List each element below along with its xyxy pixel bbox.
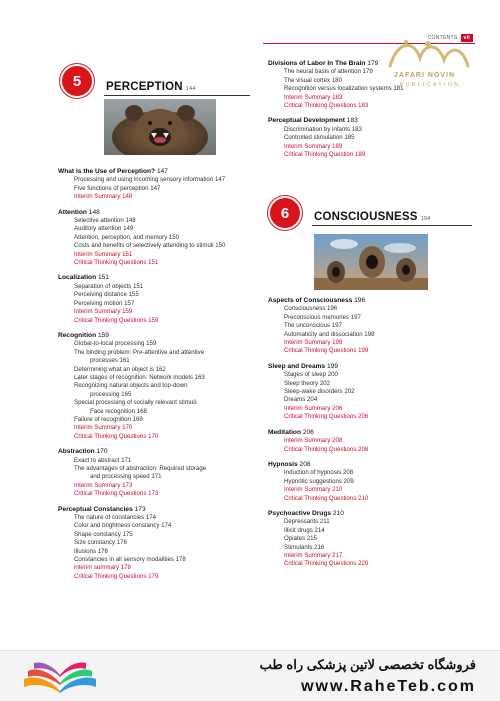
toc-section-page: 210 <box>332 509 344 517</box>
toc-entry[interactable] <box>268 388 478 396</box>
bear-photo-icon <box>104 99 216 155</box>
toc-entry[interactable] <box>58 416 258 424</box>
toc-entry[interactable] <box>58 548 258 556</box>
toc-entry-text: Recognizing natural objects and top-down <box>74 382 188 390</box>
toc-section-page: 199 <box>327 362 339 370</box>
toc-entry-text: Dreams <box>284 396 306 404</box>
toc-entry[interactable] <box>58 340 258 348</box>
toc-entry-text: processes <box>90 357 118 365</box>
toc-section-title-text: Attention <box>58 208 87 216</box>
toc-summary-entry[interactable] <box>58 259 258 267</box>
toc-section-page: 206 <box>302 428 314 436</box>
toc-entry[interactable] <box>58 349 258 357</box>
toc-entry-page: 174 <box>145 514 156 522</box>
toc-entry[interactable] <box>58 225 258 233</box>
toc-entry-page: 176 <box>116 539 127 547</box>
toc-section-page: 179 <box>367 60 379 67</box>
toc-section-page: 148 <box>88 208 100 216</box>
toc-entry-page: 159 <box>148 316 159 324</box>
toc-entry-page: 151 <box>122 250 133 258</box>
toc-entry-page: 179 <box>362 68 373 76</box>
toc-entry-text: Critical Thinking Questions <box>284 494 357 502</box>
chapter-5-rule <box>104 95 250 96</box>
toc-entry[interactable] <box>268 331 478 339</box>
toc-entry-page: 178 <box>175 556 186 564</box>
toc-section-title-text: Perceptual Constancies <box>58 505 133 513</box>
toc-column-2-top <box>268 60 478 166</box>
toc-entry-page: 204 <box>307 396 318 404</box>
toc-entry[interactable] <box>268 535 478 543</box>
toc-entry-text: Interim Summary <box>74 481 121 489</box>
footer-store-name: فروشگاه تخصصی لاتین پزشکی راه طب <box>259 657 476 672</box>
toc-entry[interactable] <box>268 134 478 142</box>
toc-entry-page: 208 <box>342 469 354 477</box>
chapter-5-page: 144 <box>185 86 196 92</box>
toc-entry[interactable] <box>268 322 478 330</box>
toc-entry-text: Illusions <box>74 547 97 555</box>
toc-entry-text: Constancies in all sensory modalities <box>74 556 174 564</box>
toc-summary-entry[interactable] <box>268 151 478 159</box>
toc-section-title[interactable] <box>58 506 258 514</box>
toc-entry-text: Five functions of perception <box>74 184 149 192</box>
toc-entry-text: Interim Summary <box>284 551 331 559</box>
toc-entry-text: The binding problem: Pre-attentive and attentive <box>74 348 205 356</box>
toc-entry-page: 151 <box>148 259 159 267</box>
toc-section-perceptual-constancies <box>58 506 258 582</box>
page-number: vii <box>461 34 473 42</box>
toc-entry[interactable] <box>58 176 258 184</box>
toc-entry-text: Critical Thinking Questions <box>74 259 147 267</box>
toc-entry-text: Interim Summary <box>284 142 331 150</box>
toc-entry-text: Recognition versus localization systems <box>284 85 392 93</box>
toc-entry-text: Opiates <box>284 535 306 543</box>
toc-entry-page: 159 <box>146 340 157 348</box>
toc-entry-text: Critical Thinking Questions <box>74 572 147 580</box>
chapter-5-title-text: PERCEPTION <box>106 81 183 93</box>
chapter-6-title <box>314 211 430 223</box>
toc-entry[interactable] <box>268 396 478 404</box>
toc-entry-text: interim summary <box>74 564 120 572</box>
toc-entry-page: 173 <box>122 481 133 489</box>
toc-entry-page: 163 <box>194 373 205 381</box>
toc-section-divisions-of-labor-in-the-brain <box>268 60 478 110</box>
chapter-6-photo <box>314 234 428 290</box>
toc-section-title-text: Sleep and Dreams <box>268 362 326 370</box>
toc-section-page: 196 <box>354 297 366 304</box>
toc-summary-entry[interactable] <box>58 317 258 325</box>
toc-entry-page: 220 <box>358 560 369 568</box>
toc-entry[interactable] <box>58 391 258 399</box>
toc-entry-page: 183 <box>351 125 362 133</box>
toc-summary-entry[interactable] <box>268 560 478 568</box>
toc-entry-text: Sleep-wake disorders <box>284 388 343 396</box>
toc-summary-entry[interactable] <box>58 308 258 316</box>
toc-entry-page: 147 <box>150 184 161 192</box>
toc-section-abstraction <box>58 448 258 498</box>
toc-entry-page: 170 <box>122 424 133 432</box>
toc-entry-text: Critical Thinking Questions <box>284 445 357 453</box>
surreal-heads-photo-icon <box>314 234 428 290</box>
toc-entry-page: 171 <box>151 473 162 481</box>
toc-entry-page: 150 <box>168 233 180 241</box>
toc-entry[interactable] <box>58 531 258 539</box>
toc-entry-page: 216 <box>314 543 325 551</box>
toc-section-title[interactable] <box>58 448 258 456</box>
toc-summary-entry[interactable] <box>268 413 478 421</box>
toc-entry-page: 185 <box>344 134 355 142</box>
toc-entry-page: 175 <box>122 530 133 538</box>
toc-entry-page: 209 <box>343 477 354 485</box>
toc-section-hypnosis <box>268 461 478 503</box>
toc-entry-text: and processing speed <box>90 473 150 481</box>
toc-entry[interactable] <box>58 473 258 481</box>
toc-section-title-text: Abstraction <box>58 448 95 456</box>
toc-section-title-text: Perceptual Development <box>268 117 345 125</box>
footer-banner <box>0 650 500 701</box>
toc-summary-entry[interactable] <box>58 251 258 259</box>
toc-summary-entry[interactable] <box>268 102 478 110</box>
toc-entry-text: Size constancy <box>74 539 115 547</box>
toc-entry[interactable] <box>58 234 258 242</box>
toc-entry-page: 159 <box>122 308 133 316</box>
toc-entry[interactable] <box>58 522 258 530</box>
toc-entry[interactable] <box>268 518 478 526</box>
toc-entry-page: 208 <box>358 445 369 453</box>
toc-entry-text: Induction of hypnosis <box>284 469 342 477</box>
toc-entry[interactable] <box>58 283 258 291</box>
toc-entry[interactable] <box>58 539 258 547</box>
toc-summary-entry[interactable] <box>58 433 258 441</box>
toc-summary-entry[interactable] <box>58 573 258 581</box>
toc-entry-page: 149 <box>123 225 134 233</box>
toc-section-page: 170 <box>96 448 108 456</box>
toc-section-title[interactable] <box>268 363 478 371</box>
toc-entry-text: Separation of objects <box>74 282 132 290</box>
toc-entry-page: 181 <box>393 85 404 93</box>
footer-website-link[interactable]: www.RaheTeb.com <box>301 678 476 695</box>
toc-entry[interactable] <box>268 478 478 486</box>
toc-entry-page: 173 <box>148 490 159 498</box>
toc-section-recognition <box>58 332 258 441</box>
toc-section-title-text: Divisions of Labor In The Brain <box>268 60 366 67</box>
chapter-6-title-text: CONSCIOUSNESS <box>314 211 418 223</box>
toc-section-aspects-of-consciousness <box>268 297 478 356</box>
toc-section-attention <box>58 209 258 268</box>
toc-entry-text: Stages of sleep <box>284 371 327 379</box>
toc-entry[interactable] <box>268 314 478 322</box>
toc-section-title[interactable] <box>268 429 478 437</box>
toc-summary-entry[interactable] <box>268 339 478 347</box>
toc-entry-page: 210 <box>358 494 369 502</box>
toc-entry[interactable] <box>58 556 258 564</box>
toc-entry[interactable] <box>58 374 258 382</box>
toc-entry-page: 180 <box>331 76 342 84</box>
toc-summary-entry[interactable] <box>58 482 258 490</box>
toc-entry-page: 162 <box>155 365 166 373</box>
toc-section-title[interactable] <box>268 60 478 68</box>
chapter-6-badge: 6 <box>270 198 300 228</box>
toc-entry-text: Depressants <box>284 518 319 526</box>
toc-entry-page: 208 <box>332 437 343 445</box>
toc-entry-page: 150 <box>215 242 226 250</box>
toc-section-title-text: Localization <box>58 274 97 282</box>
toc-entry-page: 199 <box>332 339 343 347</box>
toc-section-page: 159 <box>97 331 109 339</box>
chapter-5-title <box>106 81 196 93</box>
toc-section-psychoactive-drugs <box>268 510 478 569</box>
toc-entry-text: The visual cortex <box>284 76 331 84</box>
toc-entry-text: Auditory attention <box>74 225 122 233</box>
toc-entry-text: Critical Thinking Question <box>284 151 354 159</box>
toc-entry-page: 174 <box>161 522 172 530</box>
toc-entry-page: 197 <box>331 322 342 330</box>
toc-entry-page: 211 <box>319 518 330 526</box>
toc-summary-entry[interactable] <box>268 446 478 454</box>
toc-entry-text: Controlled stimulation <box>284 134 343 142</box>
toc-entry-page: 214 <box>314 526 325 534</box>
toc-entry[interactable] <box>58 408 258 416</box>
toc-summary-entry[interactable] <box>58 424 258 432</box>
toc-entry-text: Interim Summary <box>74 250 121 258</box>
toc-entry-text: The unconscious <box>284 322 331 330</box>
toc-entry-page: 198 <box>364 330 375 338</box>
toc-entry-page: 189 <box>355 151 366 159</box>
toc-entry[interactable] <box>268 469 478 477</box>
toc-entry-text: Global-to-local processing <box>74 340 145 348</box>
toc-entry-text: Critical Thinking Questions <box>284 102 357 110</box>
toc-section-title[interactable] <box>268 510 478 518</box>
toc-entry-text: Interim Summary <box>74 308 121 316</box>
toc-entry-text: Critical Thinking Questions <box>284 413 357 421</box>
toc-column-2-bottom <box>268 297 478 576</box>
toc-entry-page: 202 <box>344 388 355 396</box>
toc-entry[interactable] <box>58 366 258 374</box>
toc-entry-text: Selective attention <box>74 217 124 225</box>
toc-column-1 <box>58 168 258 588</box>
toc-entry-page: 151 <box>132 282 144 290</box>
toc-section-perceptual-development <box>268 117 478 159</box>
toc-entry[interactable] <box>268 371 478 379</box>
toc-entry-text: Perceiving motion <box>74 299 123 307</box>
chapter-5-photo <box>104 99 216 155</box>
toc-entry-page: 165 <box>121 390 132 398</box>
toc-summary-entry[interactable] <box>268 94 478 102</box>
toc-entry[interactable] <box>58 291 258 299</box>
toc-entry-text: Critical Thinking Questions <box>284 560 357 568</box>
toc-entry-text: Interim Summary <box>284 339 331 347</box>
toc-summary-entry[interactable] <box>268 552 478 560</box>
toc-summary-entry[interactable] <box>58 490 258 498</box>
toc-entry-text: The neural basis of attention <box>284 68 361 76</box>
toc-entry-page: 169 <box>132 415 143 423</box>
toc-section-page: 183 <box>346 117 358 125</box>
toc-section-title-text: Recognition <box>58 331 97 339</box>
toc-entry-page: 147 <box>214 176 226 184</box>
toc-entry-page: 178 <box>120 564 131 572</box>
toc-entry-page: 161 <box>119 357 130 365</box>
toc-entry-page: 206 <box>358 413 369 421</box>
toc-entry[interactable] <box>58 217 258 225</box>
chapter-6-page: 194 <box>420 216 431 222</box>
toc-entry-text: Interim Summary <box>284 404 331 412</box>
toc-entry-text: Interim Summary <box>284 486 331 494</box>
toc-section-title[interactable] <box>268 297 478 305</box>
toc-section-title[interactable] <box>58 168 258 176</box>
toc-entry[interactable] <box>58 514 258 522</box>
toc-entry-text: Critical Thinking Questions <box>74 432 147 440</box>
open-book-logo-icon <box>20 657 100 695</box>
toc-entry-page: 200 <box>327 371 338 379</box>
toc-entry-page: 170 <box>148 432 159 440</box>
toc-section-page: 173 <box>134 505 146 513</box>
toc-section-title-text: Psychoactive Drugs <box>268 509 332 517</box>
toc-entry-text: Attention, perception, and memory <box>74 233 168 241</box>
toc-entry-text: Discrimination by infants <box>284 125 351 133</box>
toc-entry-text: Perceiving distance <box>74 291 127 299</box>
toc-entry[interactable] <box>268 305 478 313</box>
toc-entry-page: 183 <box>358 102 369 110</box>
toc-entry-page: 197 <box>350 313 361 321</box>
toc-entry[interactable] <box>58 185 258 193</box>
toc-entry-text: Face recognition <box>90 407 136 415</box>
running-header-label: CONTENTS <box>427 35 458 41</box>
toc-entry[interactable] <box>268 380 478 388</box>
toc-entry-page: 206 <box>332 404 343 412</box>
toc-entry-text: Stimulants <box>284 543 313 551</box>
toc-entry-text: Automaticity and dissociation <box>284 330 363 338</box>
toc-section-localization <box>58 274 258 324</box>
toc-entry-page: 168 <box>136 407 147 415</box>
toc-entry-text: Processing and using incoming sensory information <box>74 176 214 184</box>
toc-entry-page: 157 <box>124 299 135 307</box>
toc-entry[interactable] <box>58 457 258 465</box>
toc-summary-entry[interactable] <box>268 486 478 494</box>
toc-section-sleep-and-dreams <box>268 363 478 422</box>
toc-entry[interactable] <box>58 300 258 308</box>
toc-entry-text: Interim Summary <box>284 437 331 445</box>
toc-section-title-text: What is the Use of Perception? <box>58 168 156 175</box>
toc-section-title[interactable] <box>58 209 258 217</box>
toc-summary-entry[interactable] <box>58 564 258 572</box>
toc-section-what-is-the-use-of-perception <box>58 168 258 202</box>
toc-summary-entry[interactable] <box>268 347 478 355</box>
toc-entry-page: 179 <box>148 572 159 580</box>
toc-entry-text: The advantages of abstraction: Required storage <box>74 465 207 472</box>
toc-entry-text: Hypnotic suggestions <box>284 477 342 485</box>
chapter-5-badge: 5 <box>62 66 92 96</box>
toc-section-page: 151 <box>97 274 109 282</box>
toc-entry-text: Failure of recognition <box>74 415 131 423</box>
toc-section-title[interactable] <box>268 117 478 125</box>
toc-entry-page: 196 <box>327 305 338 313</box>
toc-entry[interactable] <box>268 544 478 552</box>
watermark-sub: PUBLICATION <box>400 82 461 88</box>
toc-entry-text: processing <box>90 390 120 398</box>
toc-summary-entry[interactable] <box>268 143 478 151</box>
toc-summary-entry[interactable] <box>268 437 478 445</box>
toc-section-title-text: Meditation <box>268 428 301 436</box>
toc-entry[interactable] <box>268 527 478 535</box>
toc-entry-page: 189 <box>332 142 343 150</box>
toc-entry-text: Interim Summary <box>284 93 331 101</box>
toc-entry-text: Special processing of socially relevant stimuli: <box>74 399 198 407</box>
toc-entry-page: 155 <box>128 291 139 299</box>
watermark-name: JAFARI NOVIN <box>394 72 456 79</box>
toc-entry-text: Later stages of recognition: Network models <box>74 373 193 381</box>
toc-entry-text: Sleep theory <box>284 379 319 387</box>
toc-entry-page: 148 <box>122 193 133 201</box>
toc-entry[interactable] <box>268 68 478 76</box>
toc-section-title[interactable] <box>58 332 258 340</box>
toc-entry[interactable] <box>58 357 258 365</box>
toc-entry-text: The nature of constancies <box>74 514 145 522</box>
toc-entry[interactable] <box>58 242 258 250</box>
toc-entry[interactable] <box>268 77 478 85</box>
toc-entry-text: Determining what an object is <box>74 365 154 373</box>
toc-entry-page: 210 <box>332 486 343 494</box>
toc-entry-text: Consciousness <box>284 305 326 313</box>
toc-summary-entry[interactable] <box>58 193 258 201</box>
toc-entry-page: 176 <box>97 547 108 555</box>
toc-entry-text: Critical Thinking Questions <box>74 490 147 498</box>
toc-section-title[interactable] <box>58 274 258 282</box>
toc-entry-text: Preconscious memories <box>284 313 350 321</box>
toc-entry-text: Costs and benefits of selectively attending to stimuli <box>74 242 214 250</box>
toc-entry-text: Interim Summary <box>74 424 121 432</box>
toc-summary-entry[interactable] <box>268 405 478 413</box>
toc-section-meditation <box>268 429 478 454</box>
toc-entry-page: 215 <box>306 535 317 543</box>
toc-entry-page: 171 <box>121 456 132 464</box>
toc-entry-text: Interim Summary <box>74 193 121 201</box>
toc-entry-page: 148 <box>125 217 136 225</box>
toc-entry-text: Exact to abstract <box>74 456 120 464</box>
toc-entry-text: Critical Thinking Questions <box>74 316 147 324</box>
toc-entry-text: Critical Thinking Questions <box>284 347 357 355</box>
toc-entry-page: 202 <box>319 379 331 387</box>
toc-entry-text: Illicit drugs <box>284 526 313 534</box>
toc-entry[interactable] <box>268 126 478 134</box>
toc-section-page: 208 <box>299 460 311 468</box>
toc-entry[interactable] <box>58 382 258 390</box>
chapter-6-rule <box>312 225 472 226</box>
toc-entry[interactable] <box>58 399 258 407</box>
toc-entry-text: Shape constancy <box>74 530 121 538</box>
toc-section-title[interactable] <box>268 461 478 469</box>
toc-section-page: 147 <box>156 168 168 175</box>
toc-entry-page: 183 <box>332 93 343 101</box>
toc-section-title-text: Aspects of Consciousness <box>268 297 353 304</box>
toc-section-title-text: Hypnosis <box>268 460 298 468</box>
toc-entry[interactable] <box>268 85 478 93</box>
toc-summary-entry[interactable] <box>268 495 478 503</box>
toc-entry[interactable] <box>58 465 258 473</box>
toc-entry-page: 217 <box>332 551 343 559</box>
toc-entry-page: 199 <box>358 347 369 355</box>
toc-entry-text: Color and brightness constancy <box>74 522 160 530</box>
